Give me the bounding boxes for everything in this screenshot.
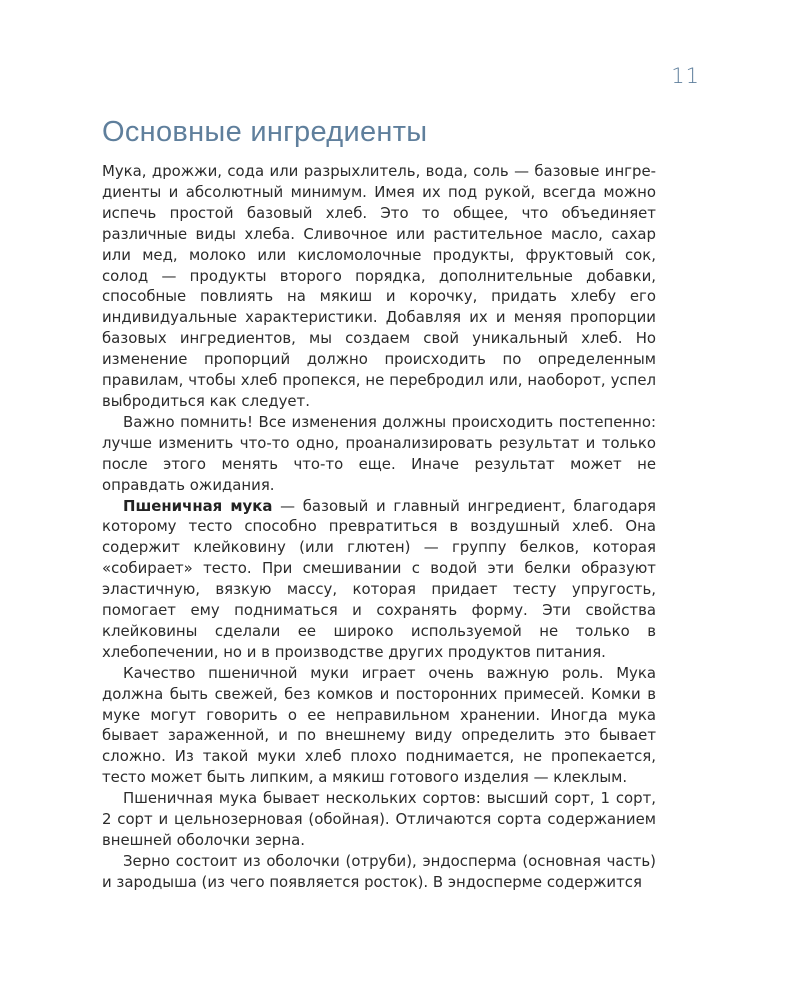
paragraph-3-text: — базовый и главный ингредиент, благодаря которому тесто способно превратиться в воздушный хлеб. Она содержит клейковину (или глютен) — группу белков, которая «собирает» тесто. При смешивании с водой эти белки образуют эластичную, вязкую массу, которая придает тесту упругость, помогает ему подниматься и сохранять форму. Эти свойства клейковины сделали ее широко используемой не только в хлебопечении, но и в производстве других продуктов питания. <box>102 496 656 661</box>
term-wheat-flour: Пшеничная мука <box>123 496 273 515</box>
paragraph-2: Важно помнить! Все изменения должны происходить постепенно: лучше изменить что-то одно, проанализировать результат и только после этого менять что-то еще. Иначе результат может не оправдать ожидания. <box>102 412 656 494</box>
paragraph-5: Пшеничная мука бывает нескольких сортов: высший сорт, 1 сорт, 2 сорт и цельнозерновая (обойная). Отличаются сорта содержанием внешней оболочки зерна. <box>102 789 656 849</box>
page-number: 11 <box>671 64 700 88</box>
paragraph-4: Качество пшеничной муки играет очень важную роль. Мука должна быть свежей, без комков и посторонних примесей. Комки в муке могут говорить о ее неправильном хранении. Иногда мука бывает зараженной, и по внешнему виду определить это бывает сложно. Из такой муки хлеб плохо поднимается, не пропекается, тесто может быть липким, а мякиш готового изделия — клеклым. <box>102 663 656 787</box>
paragraph-6: Зерно состоит из оболочки (отруби), эндосперма (основная часть) и зародыша (из чего появляется росток). В эндосперме содержится <box>102 851 656 891</box>
paragraph-1: Мука, дрожжи, сода или разрыхлитель, вода, соль — базовые ингредиенты и абсолютный минимум. Имея их под рукой, всегда можно испечь простой базовый хлеб. Это то общее, что объединяет различные виды хлеба. Сливочное или растительное масло, сахар или мед, молоко или кисломолочные продукты, фруктовый сок, солод — продукты второго порядка, дополнительные добавки, способные повлиять на мякиш и корочку, придать хлебу его индивидуальные характеристики. Добавляя их и меняя пропорции базовых ингредиентов, мы создаем свой уникальный хлеб. Но изменение пропорций должно происходить по определенным правилам, чтобы хлеб пропекся, не перебродил или, наоборот, успел выбродиться как следует. <box>102 162 656 410</box>
body-text <box>102 161 656 893</box>
page-title: Основные ингредиенты <box>102 116 428 148</box>
paragraph-3 <box>102 496 656 663</box>
